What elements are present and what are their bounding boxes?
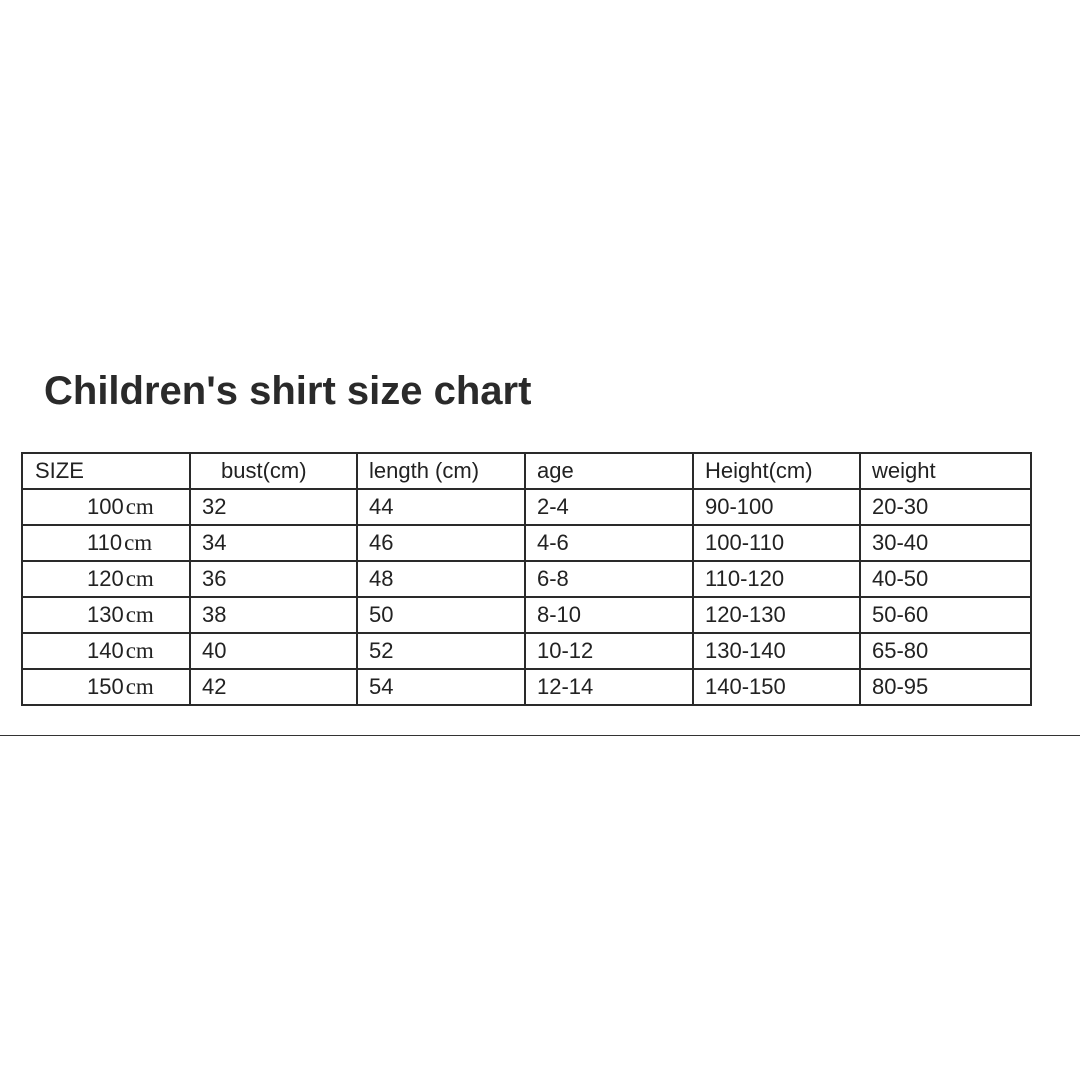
header-height: Height(cm) — [693, 453, 860, 489]
height-cell: 110-120 — [693, 561, 860, 597]
length-cell: 46 — [357, 525, 525, 561]
size-cell — [22, 597, 190, 633]
bust-cell: 38 — [190, 597, 357, 633]
header-bust: bust(cm) — [190, 453, 357, 489]
height-cell: 120-130 — [693, 597, 860, 633]
size-value: 110 — [87, 530, 123, 555]
size-value: 150 — [87, 674, 124, 699]
size-cell — [22, 669, 190, 705]
height-cell: 100-110 — [693, 525, 860, 561]
size-unit: cm — [125, 602, 154, 627]
weight-cell: 80-95 — [860, 669, 1031, 705]
header-weight: weight — [860, 453, 1031, 489]
age-cell: 8-10 — [525, 597, 693, 633]
size-unit: cm — [125, 494, 154, 519]
table-row — [22, 561, 1031, 597]
length-cell: 54 — [357, 669, 525, 705]
age-cell: 4-6 — [525, 525, 693, 561]
size-cell — [22, 561, 190, 597]
weight-cell: 20-30 — [860, 489, 1031, 525]
size-cell — [22, 633, 190, 669]
page-title: Children's shirt size chart — [44, 369, 532, 413]
weight-cell: 40-50 — [860, 561, 1031, 597]
length-cell: 50 — [357, 597, 525, 633]
size-cell — [22, 525, 190, 561]
table-row — [22, 597, 1031, 633]
bust-cell: 40 — [190, 633, 357, 669]
size-value: 140 — [87, 638, 124, 663]
size-unit: cm — [125, 638, 154, 663]
weight-cell: 50-60 — [860, 597, 1031, 633]
size-unit: cm — [124, 530, 153, 555]
height-cell: 130-140 — [693, 633, 860, 669]
weight-cell: 65-80 — [860, 633, 1031, 669]
size-value: 100 — [87, 494, 124, 519]
bust-cell: 36 — [190, 561, 357, 597]
table-row — [22, 525, 1031, 561]
height-cell: 90-100 — [693, 489, 860, 525]
bust-cell: 32 — [190, 489, 357, 525]
age-cell: 12-14 — [525, 669, 693, 705]
size-chart-table — [21, 452, 1032, 706]
size-value: 120 — [87, 566, 124, 591]
table-row — [22, 669, 1031, 705]
header-length: length (cm) — [357, 453, 525, 489]
age-cell: 10-12 — [525, 633, 693, 669]
table-row — [22, 633, 1031, 669]
bust-cell: 34 — [190, 525, 357, 561]
table-row — [22, 489, 1031, 525]
length-cell: 48 — [357, 561, 525, 597]
length-cell: 44 — [357, 489, 525, 525]
size-value: 130 — [87, 602, 124, 627]
age-cell: 6-8 — [525, 561, 693, 597]
age-cell: 2-4 — [525, 489, 693, 525]
bust-cell: 42 — [190, 669, 357, 705]
header-size: SIZE — [22, 453, 190, 489]
size-unit: cm — [125, 566, 154, 591]
horizontal-divider — [0, 735, 1080, 736]
length-cell: 52 — [357, 633, 525, 669]
size-cell — [22, 489, 190, 525]
size-unit: cm — [125, 674, 154, 699]
height-cell: 140-150 — [693, 669, 860, 705]
weight-cell: 30-40 — [860, 525, 1031, 561]
header-age: age — [525, 453, 693, 489]
table-header-row — [22, 453, 1031, 489]
